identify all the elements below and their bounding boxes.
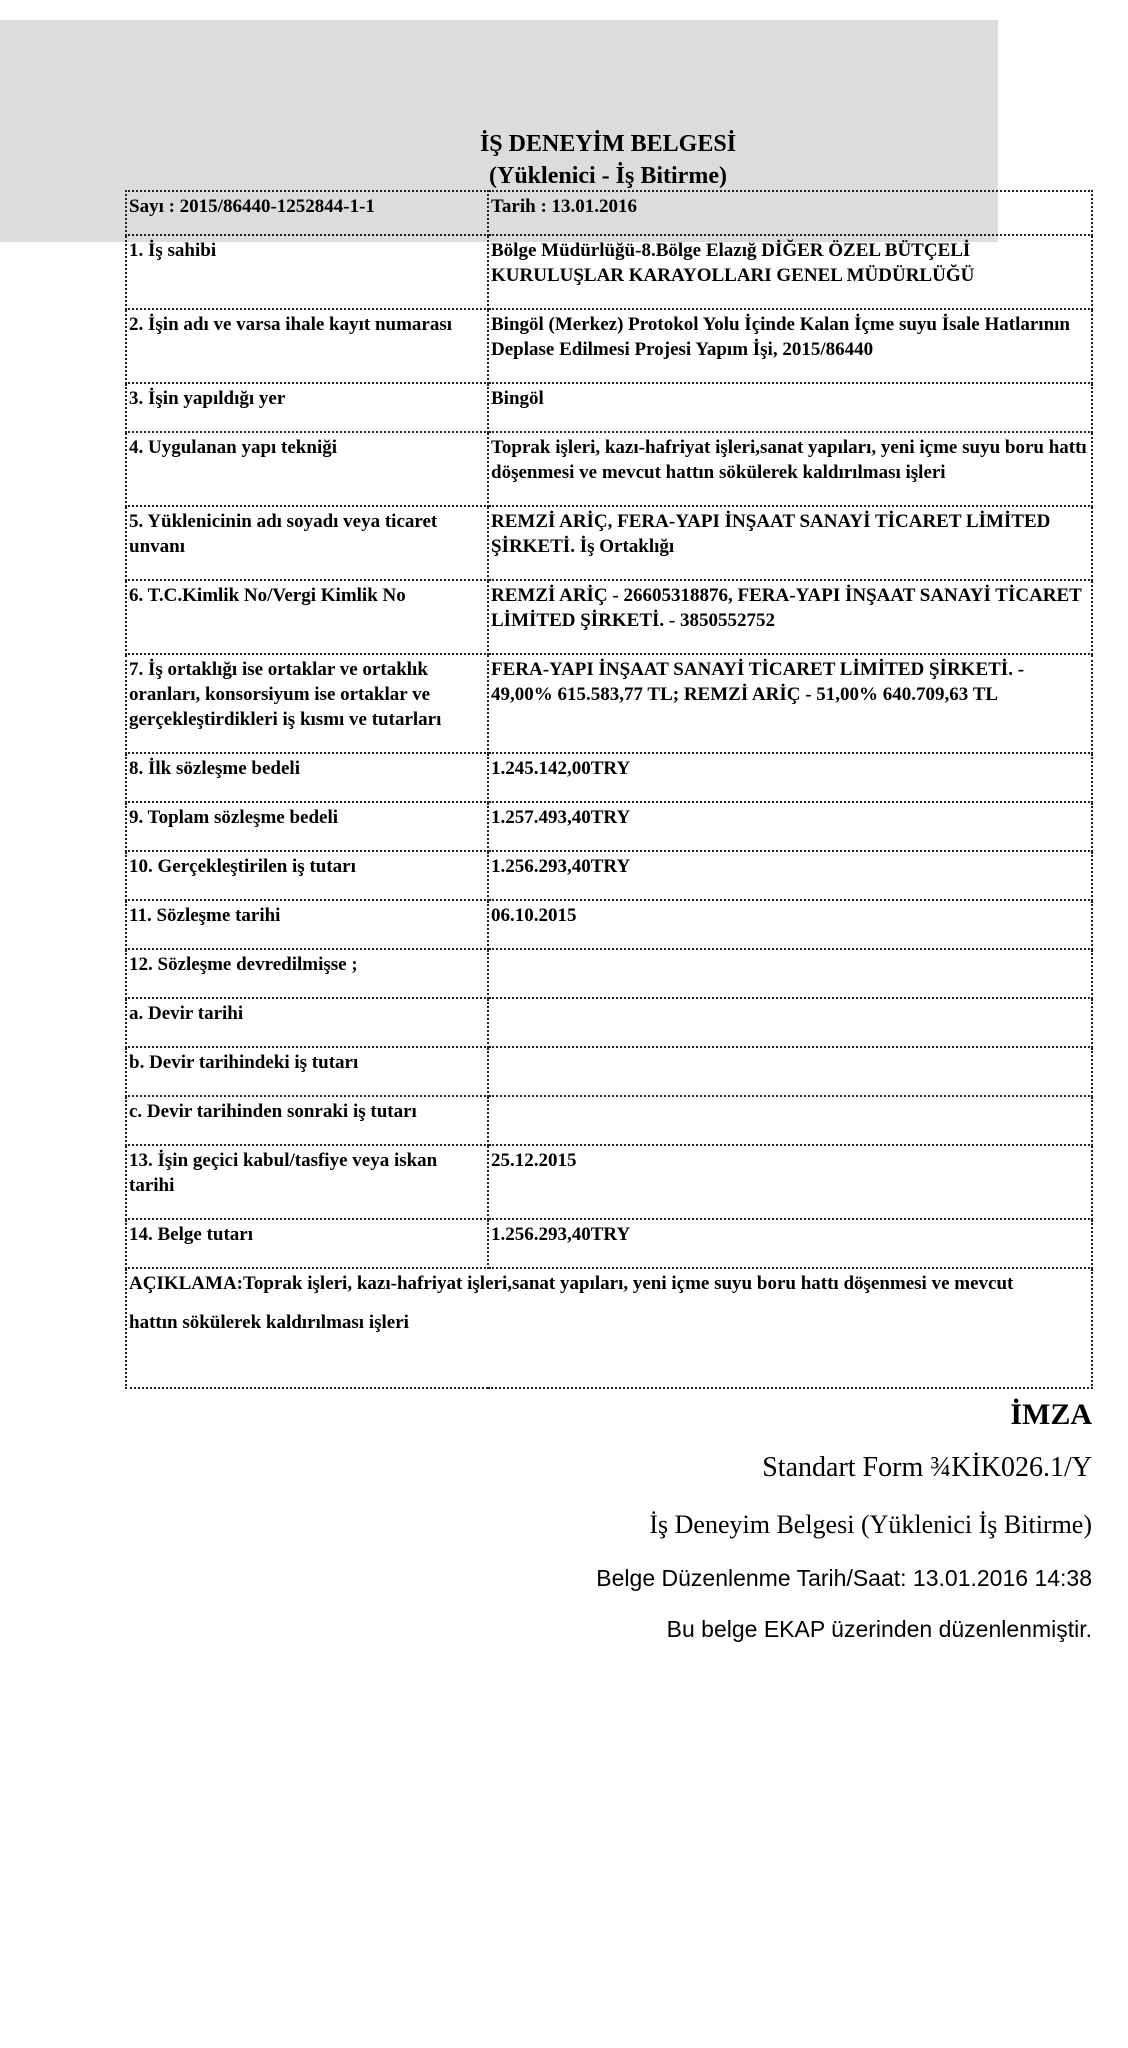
tarih-cell: Tarih : 13.01.2016 [488, 191, 1092, 235]
table-row [126, 506, 1092, 580]
table-row [126, 191, 1092, 235]
row-value: REMZİ ARİÇ - 26605318876, FERA-YAPI İNŞAAT SANAYİ TİCARET LİMİTED ŞİRKETİ. - 3850552752 [488, 580, 1092, 654]
row-label: 4. Uygulanan yapı tekniği [126, 432, 488, 506]
row-value [488, 949, 1092, 998]
row-label: 12. Sözleşme devredilmişse ; [126, 949, 488, 998]
row-value: FERA-YAPI İNŞAAT SANAYİ TİCARET LİMİTED ŞİRKETİ. - 49,00% 615.583,77 TL; REMZİ ARİÇ - 51,00% 640.709,63 TL [488, 654, 1092, 753]
table-row [126, 654, 1092, 753]
row-label: b. Devir tarihindeki iş tutarı [126, 1047, 488, 1096]
sayi-cell: Sayı : 2015/86440-1252844-1-1 [126, 191, 488, 235]
row-value: 1.257.493,40TRY [488, 802, 1092, 851]
issue-datetime: Belge Düzenlenme Tarih/Saat: 13.01.2016 14:38 [596, 1565, 1092, 1591]
row-value: 1.245.142,00TRY [488, 753, 1092, 802]
row-label: 6. T.C.Kimlik No/Vergi Kimlik No [126, 580, 488, 654]
table-row [126, 235, 1092, 309]
row-label: 5. Yüklenicinin adı soyadı veya ticaret unvanı [126, 506, 488, 580]
table-row [126, 1047, 1092, 1096]
table-row [126, 1096, 1092, 1145]
row-label: c. Devir tarihinden sonraki iş tutarı [126, 1096, 488, 1145]
table-row [126, 580, 1092, 654]
row-label: 11. Sözleşme tarihi [126, 900, 488, 949]
row-value: 06.10.2015 [488, 900, 1092, 949]
row-value: Bölge Müdürlüğü-8.Bölge Elazığ DİĞER ÖZEL BÜTÇELİ KURULUŞLAR KARAYOLLARI GENEL MÜDÜRLÜĞÜ [488, 235, 1092, 309]
table-row [126, 383, 1092, 432]
form-name: İş Deneyim Belgesi (Yüklenici İş Bitirme) [649, 1510, 1092, 1539]
document-subtitle: (Yüklenici - İş Bitirme) [489, 163, 727, 189]
aciklama-line-1: AÇIKLAMA:Toprak işleri, kazı-hafriyat işleri,sanat yapıları, yeni içme suyu boru hattı döşenmesi ve mevcut [129, 1273, 1014, 1294]
experience-certificate-table [125, 190, 1093, 1389]
row-value: 1.256.293,40TRY [488, 851, 1092, 900]
table-row [126, 1268, 1092, 1388]
signature-label: İMZA [1010, 1398, 1092, 1431]
table-row [126, 1219, 1092, 1268]
document-title: İŞ DENEYİM BELGESİ [479, 131, 737, 157]
standard-form-code: Standart Form ¾KİK026.1/Y [762, 1452, 1092, 1483]
ekap-note: Bu belge EKAP üzerinden düzenlenmiştir. [666, 1616, 1092, 1642]
row-label: 1. İş sahibi [126, 235, 488, 309]
row-value: 1.256.293,40TRY [488, 1219, 1092, 1268]
row-value: 25.12.2015 [488, 1145, 1092, 1219]
row-value: Toprak işleri, kazı-hafriyat işleri,sanat yapıları, yeni içme suyu boru hattı döşenmesi ve mevcut hattın sökülerek kaldırılması işleri [488, 432, 1092, 506]
aciklama-line-2: hattın sökülerek kaldırılması işleri [129, 1312, 409, 1333]
row-label: 10. Gerçekleştirilen iş tutarı [126, 851, 488, 900]
row-value: Bingöl [488, 383, 1092, 432]
row-label: 3. İşin yapıldığı yer [126, 383, 488, 432]
row-value [488, 1047, 1092, 1096]
row-label: 14. Belge tutarı [126, 1219, 488, 1268]
row-label: 2. İşin adı ve varsa ihale kayıt numarası [126, 309, 488, 383]
row-label: 13. İşin geçici kabul/tasfiye veya iskan tarihi [126, 1145, 488, 1219]
row-label: 8. İlk sözleşme bedeli [126, 753, 488, 802]
row-label: a. Devir tarihi [126, 998, 488, 1047]
row-label: 9. Toplam sözleşme bedeli [126, 802, 488, 851]
table-row [126, 432, 1092, 506]
table-row [126, 998, 1092, 1047]
row-value: REMZİ ARİÇ, FERA-YAPI İNŞAAT SANAYİ TİCARET LİMİTED ŞİRKETİ. İş Ortaklığı [488, 506, 1092, 580]
aciklama-cell [126, 1268, 1092, 1388]
row-value [488, 998, 1092, 1047]
table-row [126, 851, 1092, 900]
table-row [126, 802, 1092, 851]
table-row [126, 900, 1092, 949]
row-label: 7. İş ortaklığı ise ortaklar ve ortaklık oranları, konsorsiyum ise ortaklar ve gerçekleştirdikleri iş kısmı ve tutarları [126, 654, 488, 753]
row-value: Bingöl (Merkez) Protokol Yolu İçinde Kalan İçme suyu İsale Hatlarının Deplase Edilmesi Projesi Yapım İşi, 2015/86440 [488, 309, 1092, 383]
table-row [126, 949, 1092, 998]
row-value [488, 1096, 1092, 1145]
table-row [126, 753, 1092, 802]
table-row [126, 1145, 1092, 1219]
table-row [126, 309, 1092, 383]
